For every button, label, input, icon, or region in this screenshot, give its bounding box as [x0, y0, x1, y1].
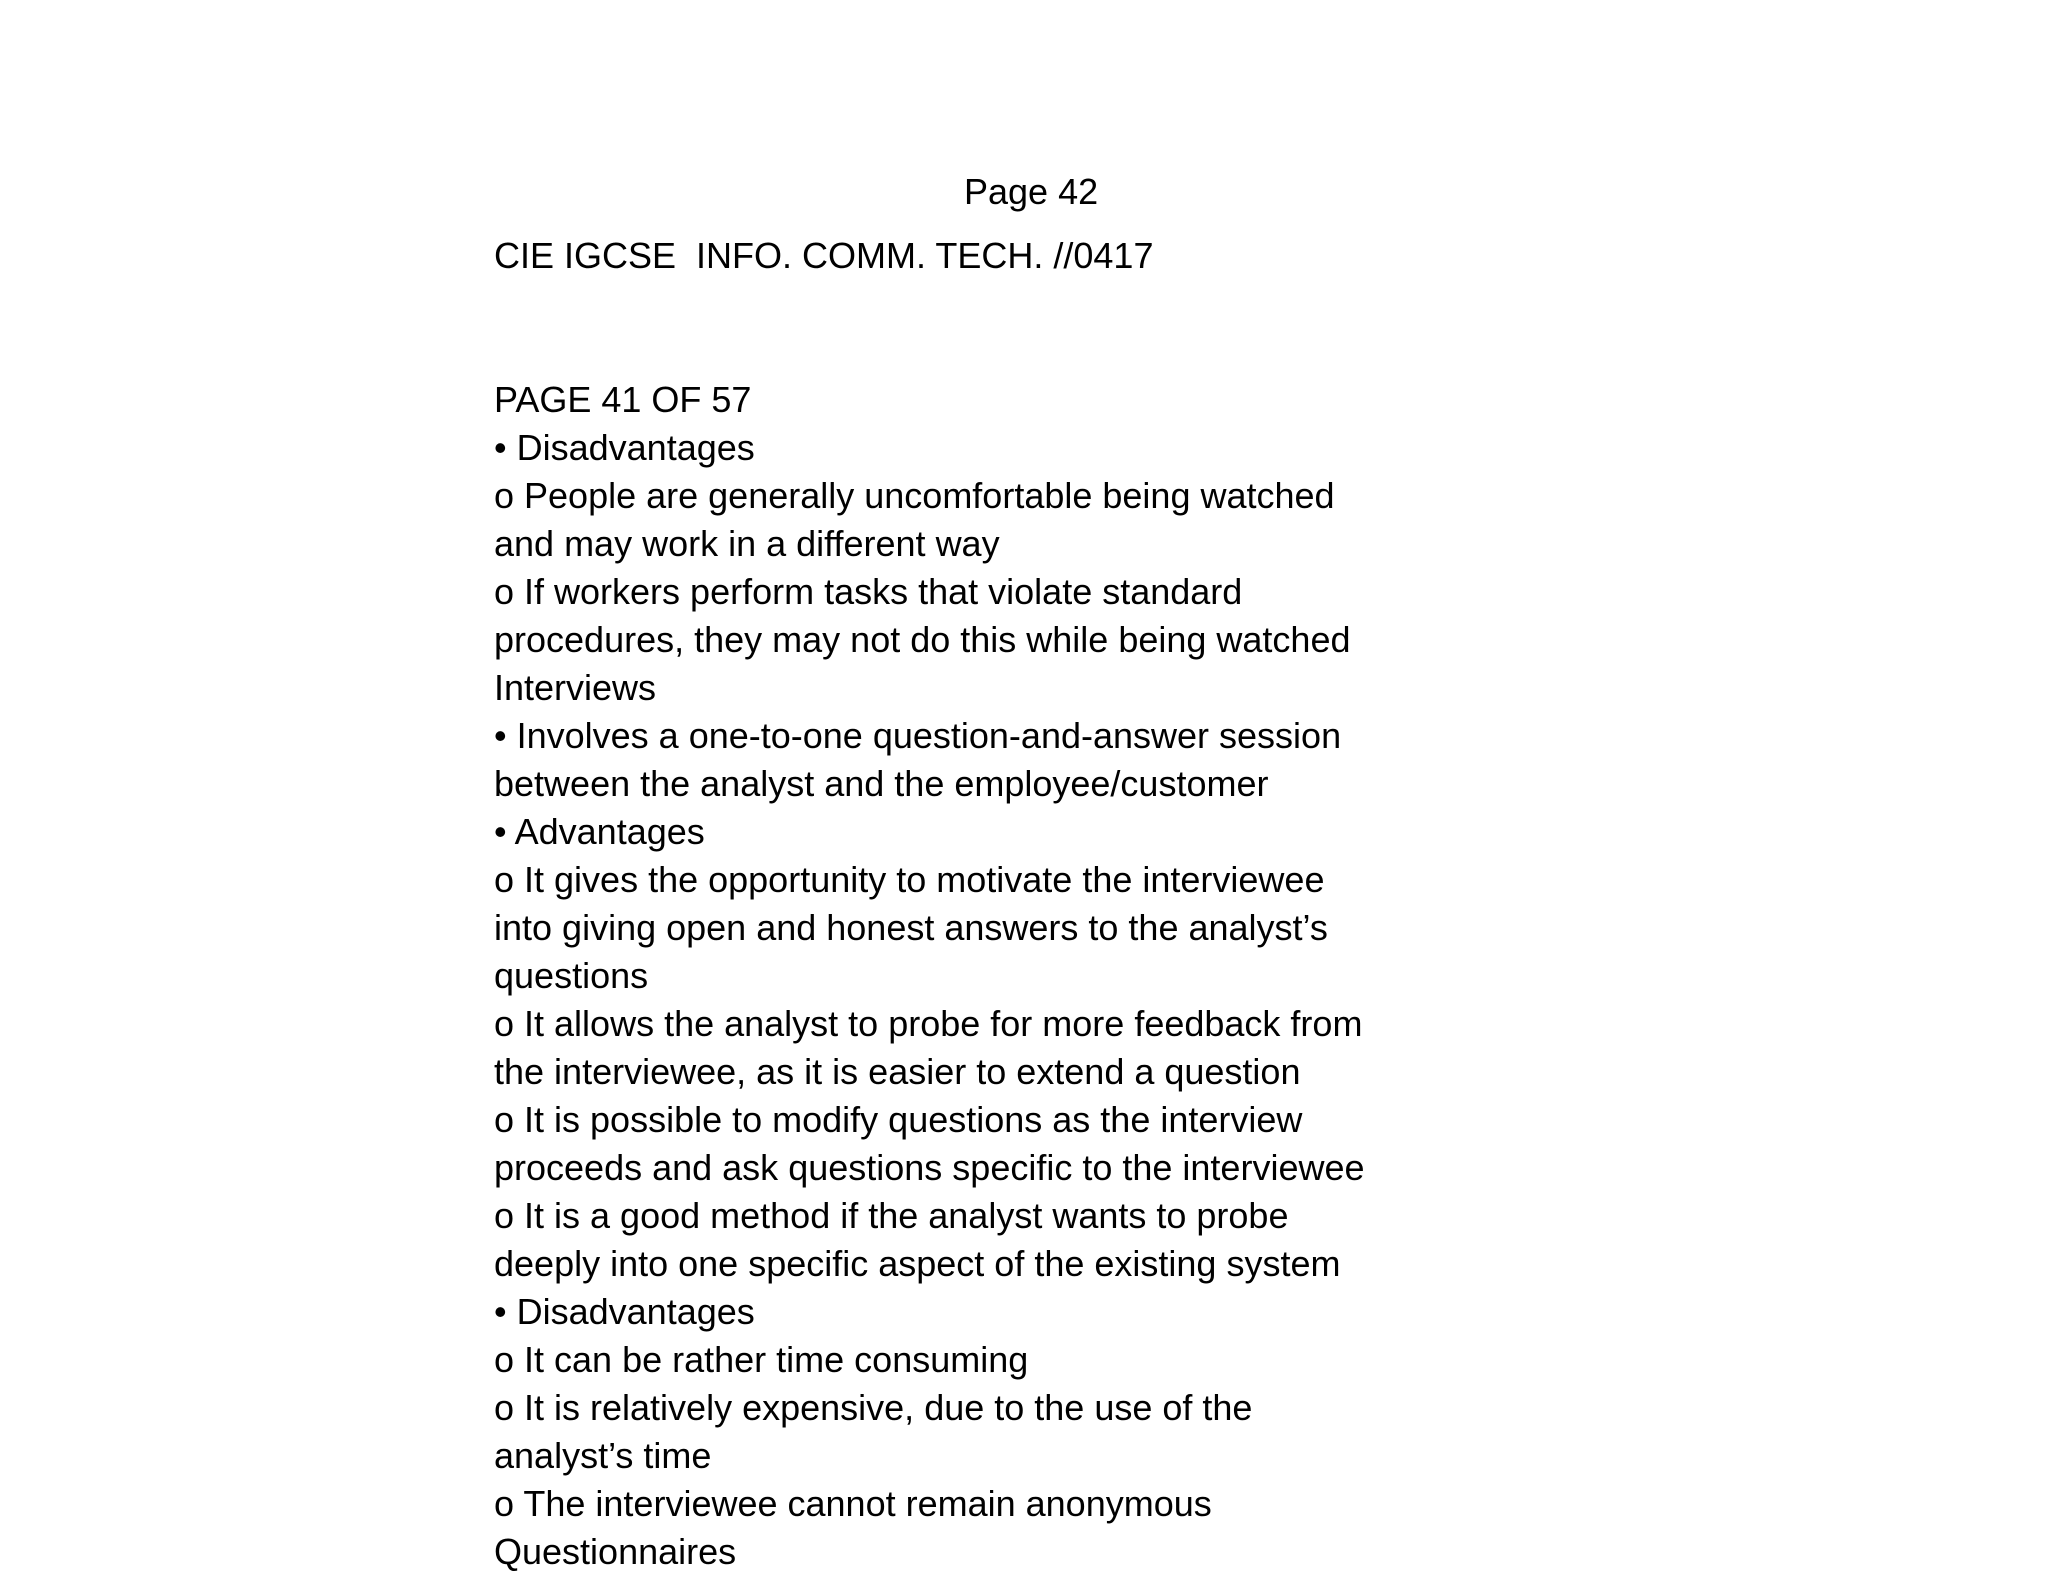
section-heading-interviews: Interviews	[494, 667, 657, 708]
text-line: • Involves a one-to-one question-and-answer session	[494, 715, 1342, 756]
text-line: o People are generally uncomfortable being watched	[494, 475, 1335, 516]
text-line: o It is a good method if the analyst wants to probe	[494, 1195, 1289, 1236]
text-line: the interviewee, as it is easier to extend a question	[494, 1051, 1301, 1092]
text-line: o It allows the analyst to probe for more feedback from	[494, 1003, 1363, 1044]
text-line: o The interviewee cannot remain anonymous	[494, 1483, 1212, 1524]
text-line: procedures, they may not do this while being watched	[494, 619, 1351, 660]
text-line: proceeds and ask questions specific to the interviewee	[494, 1147, 1365, 1188]
bullet-disadvantages: • Disadvantages	[494, 427, 755, 468]
text-line: analyst’s time	[494, 1435, 712, 1476]
text-line: into giving open and honest answers to the analyst’s	[494, 907, 1328, 948]
text-line: o If workers perform tasks that violate standard	[494, 571, 1243, 612]
bullet-disadvantages: • Disadvantages	[494, 1291, 755, 1332]
text-line: o It is possible to modify questions as the interview	[494, 1099, 1303, 1140]
document-header: CIE IGCSE INFO. COMM. TECH. //0417	[494, 235, 1154, 276]
page-number: Page 42	[964, 171, 1099, 212]
section-heading-questionnaires: Questionnaires	[494, 1531, 737, 1572]
text-line: questions	[494, 955, 649, 996]
text-line: and may work in a different way	[494, 523, 1000, 564]
text-line: o It gives the opportunity to motivate the interviewee	[494, 859, 1325, 900]
text-line: o It is relatively expensive, due to the use of the	[494, 1387, 1253, 1428]
text-line: deeply into one specific aspect of the existing system	[494, 1243, 1341, 1284]
page-count-line: PAGE 41 OF 57	[494, 379, 752, 420]
bullet-advantages: • Advantages	[494, 811, 705, 852]
document-body	[494, 376, 1474, 1576]
text-line: o It can be rather time consuming	[494, 1339, 1029, 1380]
text-line: between the analyst and the employee/customer	[494, 763, 1269, 804]
